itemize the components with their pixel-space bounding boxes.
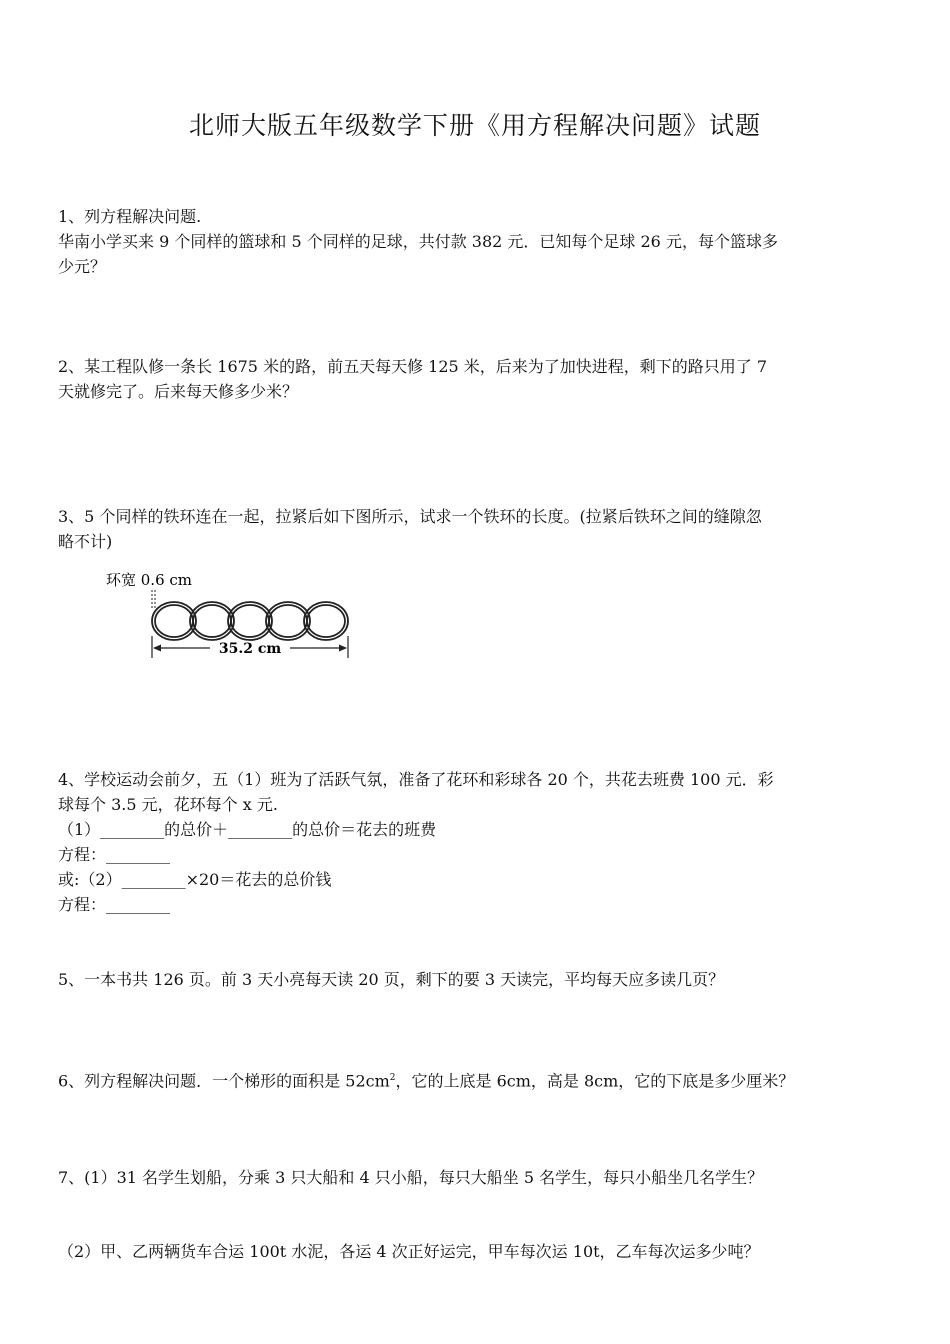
- dimension-arrow-left: [153, 645, 161, 652]
- iron-rings-figure: [100, 566, 370, 666]
- question-4-text: 4、学校运动会前夕，五（1）班为了活跃气氛，准备了花环和彩球各 20 个，共花去班费 100 元．彩: [58, 770, 774, 789]
- ring-chain: [152, 602, 348, 640]
- ring-inner: [193, 605, 231, 637]
- question-5-text: 5、一本书共 126 页。前 3 天小亮每天读 20 页，剩下的要 3 天读完，平均每天应多读几页？: [58, 970, 725, 989]
- question-1-text-cont: 少元？: [58, 257, 107, 276]
- dimension-arrow-right: [339, 645, 347, 652]
- question-4-blank-2: 或:（2）________×20＝花去的总价钱: [58, 870, 332, 889]
- question-2-text: 2、某工程队修一条长 1675 米的路，前五天每天修 125 米，后来为了加快进程，剩下的路只用了 7: [58, 357, 768, 376]
- ring-inner: [307, 605, 345, 637]
- question-6-text: [58, 1068, 794, 1091]
- page-title: 北师大版五年级数学下册《用方程解决问题》试题: [188, 111, 761, 140]
- question-1-heading: 1、列方程解决问题.: [58, 207, 202, 226]
- question-6-text-part1: 6、列方程解决问题．一个梯形的面积是 52cm: [58, 1071, 390, 1091]
- question-1-text: 华南小学买来 9 个同样的篮球和 5 个同样的足球，共付款 382 元．已知每个足球 26 元，每个篮球多: [58, 232, 778, 251]
- question-3-text: 3、5 个同样的铁环连在一起，拉紧后如下图所示，试求一个铁环的长度。(拉紧后铁环之间的缝隙忽: [58, 507, 762, 526]
- question-4-equation-1: 方程：________: [58, 845, 171, 864]
- ring-inner: [155, 605, 193, 637]
- question-2-text-cont: 天就修完了。后来每天修多少米？: [58, 382, 299, 401]
- question-4-equation-2: 方程：________: [58, 895, 171, 914]
- squared-superscript: 2: [389, 1073, 396, 1083]
- ring-width-label: 环宽 0.6 cm: [106, 571, 193, 589]
- question-6-text-part2: ，它的上底是 6cm，高是 8cm，它的下底是多少厘米？: [395, 1071, 795, 1091]
- question-4-blank-1: （1）________的总价＋________的总价＝花去的班费: [58, 820, 437, 839]
- question-3-text-cont: 略不计): [58, 532, 113, 551]
- question-4-text-cont: 球每个 3.5 元，花环每个 x 元.: [58, 795, 278, 814]
- question-7-part-1: 7、(1）31 名学生划船，分乘 3 只大船和 4 只小船，每只大船坐 5 名学生，每只小船坐几名学生？: [58, 1168, 764, 1187]
- total-length-label: 35.2 cm: [218, 641, 282, 657]
- question-7-part-2: （2）甲、乙两辆货车合运 100t 水泥，各运 4 次正好运完，甲车每次运 10t，乙车每次运多少吨？: [58, 1242, 760, 1261]
- ring-inner: [231, 605, 269, 637]
- ring-inner: [269, 605, 307, 637]
